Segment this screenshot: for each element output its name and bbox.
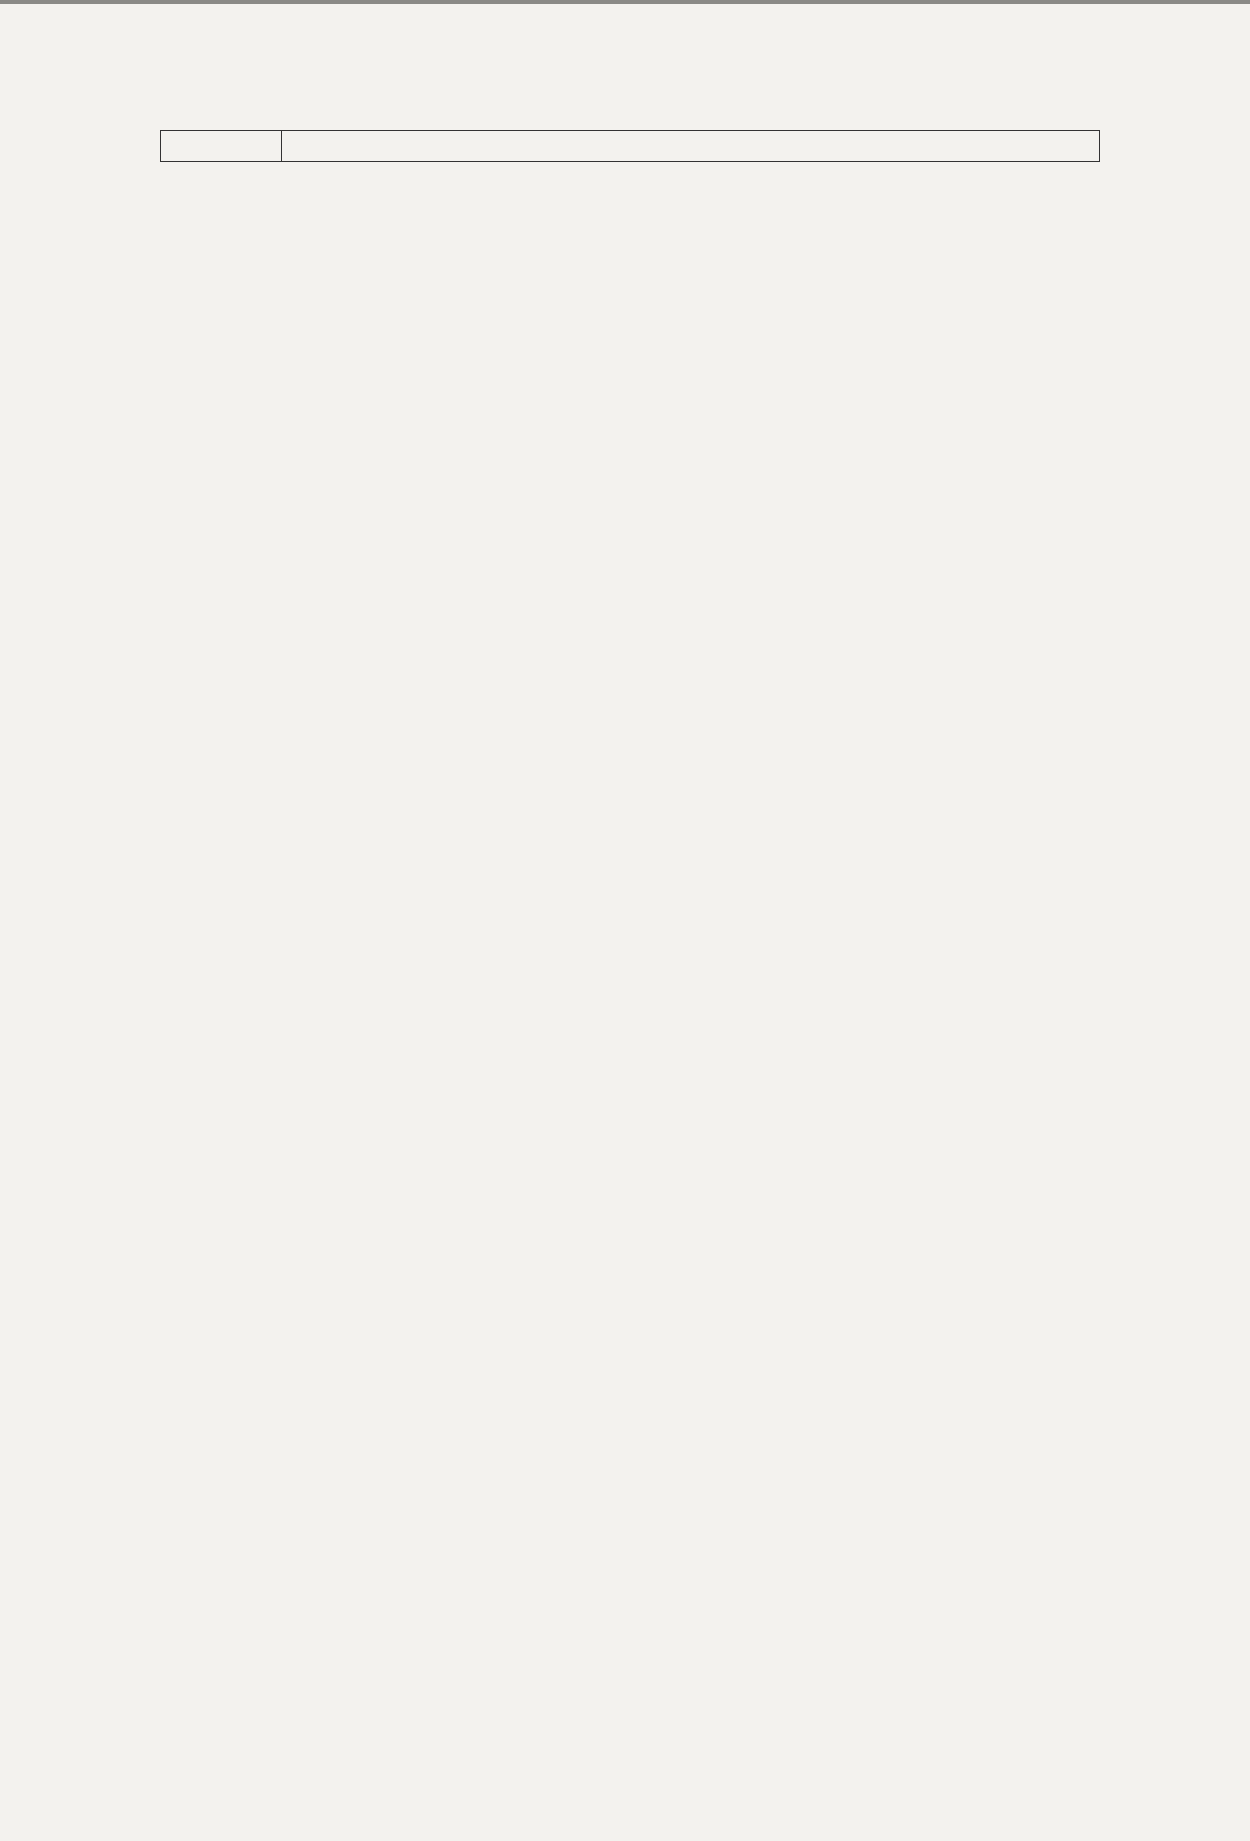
header-level (161, 131, 282, 162)
header-description (282, 131, 1100, 162)
question-26 (120, 130, 1100, 162)
level-table (160, 130, 1100, 162)
table-header-row (161, 131, 1100, 162)
scan-top-edge (0, 0, 1250, 4)
answer-content (120, 128, 1100, 184)
